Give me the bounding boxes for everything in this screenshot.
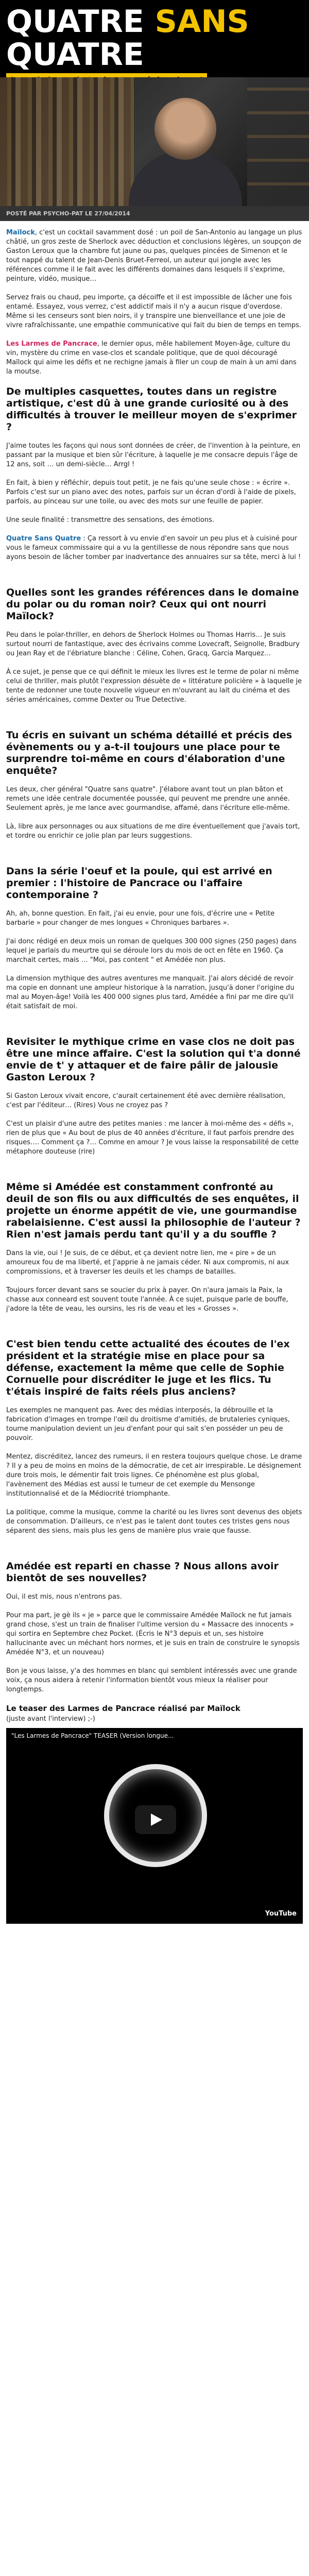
answer-7-2: Mentez, discréditez, lancez des rumeurs, il en restera toujours quelque chose. Le drame ? Il y a peu de moins en moins de la démocratie, de cet air irrespirable. Le désignement dure trois mois, le démentir fait trois lignes. Ce phénomène est plus global, l'avènement des Médias est aussi le tumeur de cet exemple du Mensonge institutionnalisé et de la Médiocrité triomphante. bbox=[6, 1453, 302, 1498]
hero-shelf bbox=[247, 77, 309, 206]
teaser-title: Le teaser des Larmes de Pancrace réalisé par Maïlock bbox=[6, 1704, 241, 1713]
intro-paragraph-1 bbox=[6, 228, 303, 284]
video-player[interactable] bbox=[6, 1728, 303, 1924]
intro-text-2: Servez frais ou chaud, peu importe, ça décoiffe et il est impossible de lâcher une fois entamé. Essayez, vous verrez, c'est addictif mais il n'y a aucun risque d'overdose. Même si les censeurs sont bien noirs, il y transpire une bienveillance et une joie de vivre rafraîchissante, une empathie communicative qui fait du bien de temps en temps. bbox=[6, 294, 301, 329]
intro-text-3: , le dernier opus, mêle habilement Moyen-âge, culture du vin, mystère du crime en vase-clos et scandale politique, que de quoi découragé Maïlock qui aime les défis et ne rechigne jamais à filer un coup de main à un ami dans la moutse. bbox=[6, 340, 297, 376]
question-2: Quelles sont les grandes références dans le domaine du polar ou du roman noir? Ceux qui ont nourri Maïlock? bbox=[6, 587, 299, 622]
intro-paragraph-3 bbox=[6, 340, 303, 377]
site-title-accent: SANS bbox=[154, 4, 249, 40]
hero-bookshelf bbox=[0, 77, 134, 206]
answer-1-2: En fait, à bien y réfléchir, depuis tout petit, je ne fais qu'une seule chose : « écrire ». Parfois c'est sur un piano avec des notes, parfois sur un écran d'ordi à l'aide de pixels, parfois, au pinceau sur une toile, ou avec des mots sur une feuille de papier. bbox=[6, 479, 296, 505]
post-meta: POSTÉ PAR PSYCHO-PAT LE 27/04/2014 bbox=[0, 206, 309, 221]
answer-3-1: Les deux, cher général "Quatre sans quatre". J'élabore avant tout un plan bâton et remets une idée centrale documentée poussée, qui peuvent me prendre une année. Seulement après, je me lance avec gourmandise, affamé, dans l'écriture elle-même. bbox=[6, 786, 290, 812]
answer-2-1: Peu dans le polar-thriller, en dehors de Sherlock Holmes ou Thomas Harris… Je suis surtout nourri de fantastique, avec des écrivains comme Lovecraft, Seignolle, Bradbury ou Jean Ray et de l'ébriature blanche : Céline, Cohen, Gracq, Garcia Marquez… bbox=[6, 631, 300, 657]
answer-4-3: La dimension mythique des autres aventures me manquait. J'ai alors décidé de revoir ma copie en donnant une ampleur historique à la narration, jusqu'à doner l'origine du mal au Moyen-âge! Voilà les 400 000 signes plus tard, Amédée a fini par me dire qu'il était satisfait de moi. bbox=[6, 975, 295, 1010]
answer-5-2: C'est un plaisir d'une autre des petites manies : me lancer à moi-même des « défis », rien de plus que « Au bout de plus de 40 années d'écriture, il faut parfois prendre des risques…. Comment ça ?… Comme en amour ? Je vous laisse la responsabilité de cette métaphore douteuse (rire) bbox=[6, 1120, 299, 1156]
play-icon[interactable] bbox=[135, 1805, 176, 1834]
intro-lead-3[interactable]: Les Larmes de Pancrace bbox=[6, 340, 97, 348]
hero-author-body bbox=[129, 152, 242, 206]
answer-1-3: Une seule finalité : transmettre des sensations, des émotions. bbox=[6, 516, 214, 524]
question-5: Revisiter le mythique crime en vase clos ne doit pas être une mince affaire. C'est la solution qui t'a donné envie de t' y attaquer et de faire pâlir de jalousie Gaston Leroux ? bbox=[6, 1036, 301, 1083]
answer-8-3: Bon je vous laisse, y'a des hommes en blanc qui semblent intéressés avec une grande voix, ça nous aidera à retenir l'information bientôt vous mieux la réaliser pour longtemps. bbox=[6, 1667, 297, 1693]
site-title-part1: QUATRE bbox=[6, 4, 155, 40]
article-content bbox=[0, 221, 309, 1924]
question-7: C'est bien tendu cette actualité des écoutes de l'ex président et la stratégie mise en place pour sa défense, exactement la même que celle de Sophie Cornuelle pour discréditer le juge et les flics. Tu t'étais inspiré de faits réels plus anciens? bbox=[6, 1338, 290, 1397]
answer-6-1: Dans la vie, oui ! Je suis, de ce début, et ça devient notre lien, me « pire » de un amoureux fou de ma liberté, et J'apprie à ne jamais céder. Ni aux compromis, ni aux compromissions, et à traverser les deuils et les champs de batailles. bbox=[6, 1249, 289, 1276]
spacer bbox=[6, 1545, 303, 1556]
answer-8-1: Oui, il est mis, nous n'entrons pas. bbox=[6, 1593, 122, 1601]
spacer bbox=[6, 714, 303, 725]
answer-4-1: Ah, ah, bonne question. En fait, j'ai eu envie, pour une fois, d'écrire une « Petite barbarie » pour changer de mes longues « Chroniques barbares ». bbox=[6, 910, 274, 927]
spacer bbox=[6, 1166, 303, 1177]
video-title-bar[interactable]: "Les Larmes de Pancrace" TEASER (Version longue... bbox=[6, 1728, 303, 1743]
question-8: Amédée est reparti en chasse ? Nous allons avoir bientôt de ses nouvelles? bbox=[6, 1561, 279, 1584]
site-title[interactable] bbox=[6, 5, 303, 71]
answer-3-2: Là, libre aux personnages ou aux situations de me dire éventuellement que j'avais tort, et tordre ou enrichir ce jolie plan par leurs suggestions. bbox=[6, 823, 300, 840]
site-header bbox=[0, 0, 309, 77]
answer-1-lead-text: : Ça ressort à vu envie d'en savoir un peu plus et à cuisiné pour vous le fameux commissaire qui a vu la gentillesse de nous répondre sans que nous ayons besoin de lâcher tomber par inadvertance des annuaires sur sa tête, merci à lui ! bbox=[6, 535, 301, 561]
spacer bbox=[6, 1323, 303, 1334]
intro-paragraph-2 bbox=[6, 293, 303, 330]
answer-4-2: J'ai donc rédigé en deux mois un roman de quelques 300 000 signes (250 pages) dans lequel je parlais du meurtre qui se déroule lors du mois de oct en fête en 1960. Ça marchait certes, mais … "Moi, pas content " et Amédée non plus. bbox=[6, 938, 297, 964]
answer-7-1: Les exemples ne manquent pas. Avec des médias interposés, la débrouille et la fabrication d'images en trompe l'œil du droitisme d'amitiés, de brutaleries cyniques, tourne manipulation devient un jeu d'enfant pour qui sait s'en posséder un peu de pouvoir. bbox=[6, 1406, 290, 1442]
answer-2-2: À ce sujet, je pense que ce qui définit le mieux les livres est le terme de polar ni même celui de thriller, mais plutôt l'expression désuète de « littérature policière » à laquelle je tente de redonner une toute nouvelle vigueur en m'ouvrant au lait du cinéma et des séries américaines, comme Dexter ou True Detective. bbox=[6, 668, 302, 704]
spacer bbox=[6, 850, 303, 861]
answer-1-lead: Quatre Sans Quatre bbox=[6, 535, 81, 543]
teaser-subtitle: (juste avant l'interview) ;-) bbox=[6, 1715, 95, 1723]
hero-image bbox=[0, 77, 309, 206]
answer-7-3: La politique, comme la musique, comme la charité ou les livres sont devenus des objets de consommation. D'ailleurs, ce n'est pas le talent dont toutes ces tristes gens nous séparent des siens, mais plus les gens de manière plus vraie que fausse. bbox=[6, 1509, 302, 1535]
hero-author-head bbox=[154, 98, 216, 160]
answer-8-2: Pour ma part, je gè ils « je » parce que le commissaire Amédée Maïlock ne fut jamais grand chose, s'est un train de finaliser l'ultime version du « Massacre des innocents » qui sortira en Septembre chez Pocket. (Écris le N°3 depuis et un, ses histoire hallucinante avec un méchant hors normes, et je suis en train de construire le synopsis Amédée N°3, et un nouveau) bbox=[6, 1612, 300, 1656]
spacer bbox=[6, 571, 303, 583]
intro-text-1: , c'est un cocktail savamment dosé : un poil de San-Antonio au langage un plus châtié, un gros zeste de Sherlock avec déduction et conclusions légères, un soupçon de Gaston Leroux que la chambre fut jaune ou pas, quelques pincées de Simenon et le tout nappé du talent de Jean-Denis Bruet-Ferreol, un auteur qui jongle avec les références comme il le fait avec les différents domaines dans lesquels il s'exprime, peinture, vidéo, musique… bbox=[6, 229, 302, 283]
answer-5-1: Si Gaston Leroux vivait encore, c'aurait certainement été avec dernière réalisation, c'est par l'éditeur… (Rires) Vous ne croyez pas ? bbox=[6, 1092, 285, 1109]
spacer bbox=[6, 1021, 303, 1032]
answer-6-2: Toujours forcer devant sans se soucier du prix à payer. On n'aura jamais la Paix, la chasse aux conneard est souvent toute l'année. À ce sujet, puisque parle de bouffe, j'adore la tête de veau, les oursins, les ris de veau et les « Grosses ». bbox=[6, 1286, 288, 1313]
answer-1-1: J'aime toutes les façons qui nous sont données de créer, de l'invention à la peinture, en passant par la musique et bien sûr l'écriture, à laquelle je me consacre depuis l'âge de 12 ans, soit … un demi-siècle… Arrgl ! bbox=[6, 442, 301, 468]
question-1: De multiples casquettes, toutes dans un registre artistique, c'est dû à une grande curiosité ou à des difficultés à trouver le meilleur moyen de s'exprimer ? bbox=[6, 386, 297, 433]
intro-lead-1: Maïlock bbox=[6, 229, 35, 236]
site-title-part2: QUATRE bbox=[6, 37, 144, 73]
question-6: Même si Amédée est constamment confronté au deuil de son fils ou aux difficultés de ses enquêtes, il projette un énorme appétit de vie, une gourmandise rabelaisienne. C'est aussi la philosophie de l'auteur ? Rien n'est jamais perdu tant qu'il y a du souffle ? bbox=[6, 1181, 301, 1240]
question-3: Tu écris en suivant un schéma détaillé et précis des évènements ou y a-t-il toujours une place pour te surprendre toi-même en cours d'élaboration d'une enquête? bbox=[6, 730, 293, 776]
question-4: Dans la série l'oeuf et la poule, qui est arrivé en premier : l'histoire de Pancrace ou l'affaire contemporaine ? bbox=[6, 866, 272, 901]
youtube-logo-icon[interactable]: YouTube bbox=[265, 1910, 297, 1918]
answer-1-lead-paragraph bbox=[6, 534, 303, 562]
